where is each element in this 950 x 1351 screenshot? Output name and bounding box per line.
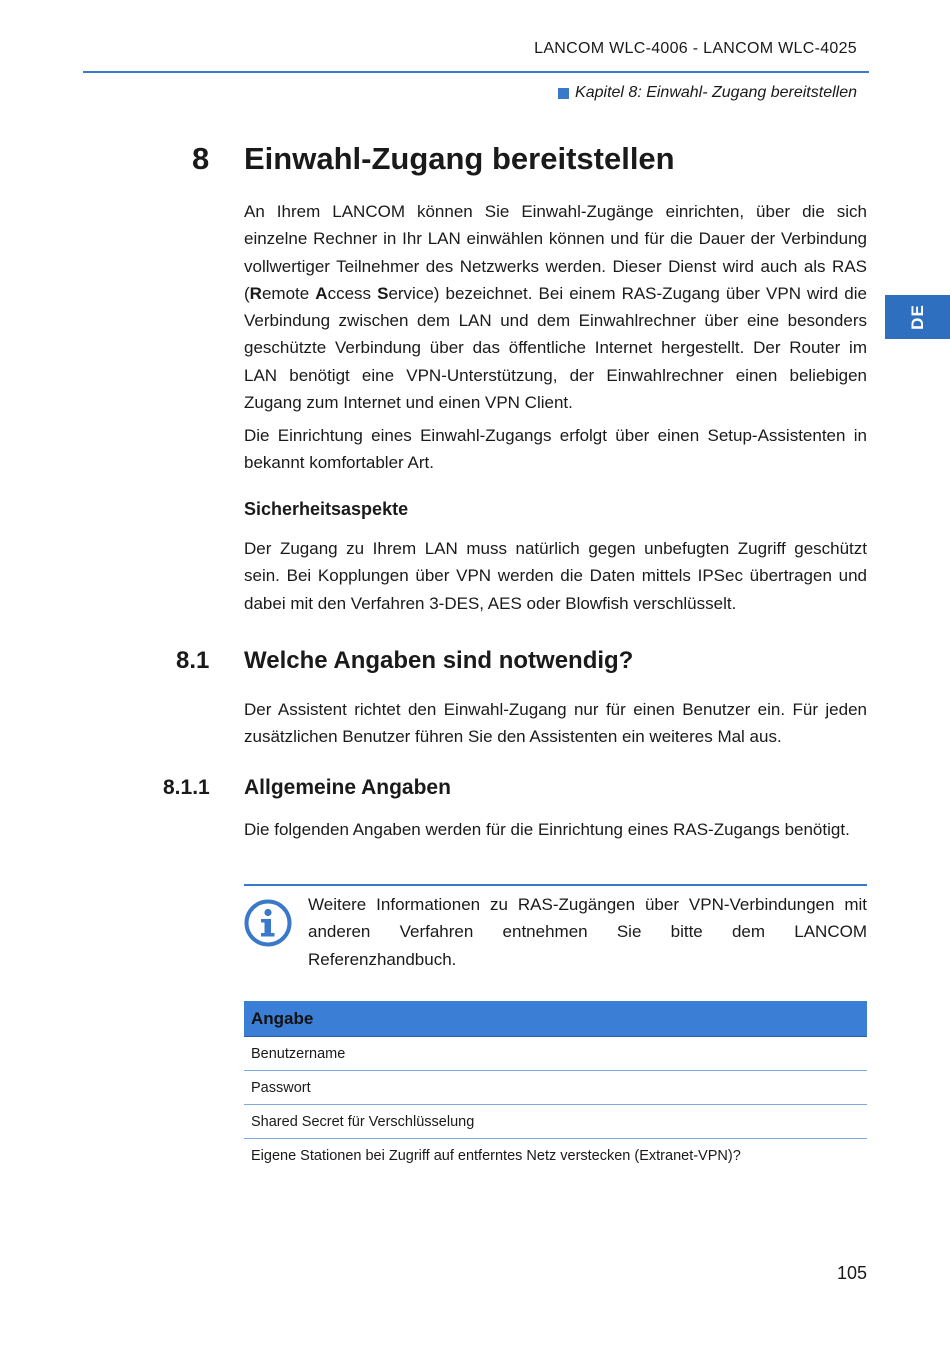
requirements-table <box>244 1001 867 1173</box>
security-heading: Sicherheitsaspekte <box>244 499 409 519</box>
table-row: Eigene Stationen bei Zugriff auf entferntes Netz verstecken (Extranet-VPN)? <box>251 1148 741 1164</box>
setup-paragraph: Die Einrichtung eines Einwahl-Zugangs erfolgt über einen Setup-Assistenten in bekannt komfortabler Art. <box>244 426 867 473</box>
section-number: 8.1 <box>176 647 210 674</box>
table-header: Angabe <box>244 1001 867 1037</box>
square-bullet-icon <box>558 88 569 99</box>
security-paragraph: Der Zugang zu Ihrem LAN muss natürlich gegen unbefugten Zugriff geschützt sein. Bei Kopplungen über VPN werden die Daten mittels IPSec übertragen und dabei mit den Verfahren 3-DES, AES oder Blowfish verschlüsselt. <box>244 539 867 613</box>
table-row: Passwort <box>244 1071 867 1105</box>
subsection-title: Allgemeine Angaben <box>244 776 451 799</box>
header-chapter <box>558 84 857 102</box>
info-icon <box>244 899 292 947</box>
page-number: 105 <box>836 1263 867 1283</box>
assistant-paragraph: Der Assistent richtet den Einwahl-Zugang nur für einen Benutzer ein. Für jeden zusätzlichen Benutzer führen Sie den Assistenten ein weiteres Mal aus. <box>244 700 867 747</box>
chapter-number: 8 <box>192 141 210 176</box>
chapter-title: Einwahl-Zugang bereitstellen <box>244 141 675 176</box>
intro-paragraph: An Ihrem LANCOM können Sie Einwahl-Zugänge einrichten, über die sich einzelne Rechner in Ihr LAN einwählen können und für die Dauer der Verbindung vollwertiger Teilnehmer des Netzwerks werden. Dieser Dienst wird auch als RAS (Remote Access Service) bezeichnet. Bei einem RAS-Zugang über VPN wird die Verbindung zwischen dem LAN und dem Einwahlrechner über eine besonders geschützte Verbindung über das öffentliche Internet hergestellt. Der Router im LAN benötigt eine VPN-Unterstützung, der Einwahlrechner einen beliebigen Zugang zum Internet und einen VPN Client. <box>244 202 867 413</box>
header-product: LANCOM WLC-4006 - LANCOM WLC-4025 <box>534 40 857 57</box>
table-row: Shared Secret für Verschlüsselung <box>244 1105 867 1139</box>
language-tab <box>885 295 950 339</box>
section-title: Welche Angaben sind notwendig? <box>244 647 634 674</box>
subsection-number: 8.1.1 <box>163 776 210 799</box>
note-divider <box>244 884 867 886</box>
language-tab-label: DE <box>907 304 927 330</box>
header-chapter-label: Kapitel 8: Einwahl- Zugang bereitstellen <box>575 84 857 101</box>
note-text: Weitere Informationen zu RAS-Zugängen über VPN-Verbindungen mit anderen Verfahren entnehmen Sie bitte dem LANCOM Referenzhandbuch. <box>308 895 867 969</box>
header-divider <box>83 71 869 73</box>
table-row: Benutzername <box>244 1037 867 1071</box>
requirements-paragraph: Die folgenden Angaben werden für die Einrichtung eines RAS-Zugangs benötigt. <box>244 820 850 839</box>
